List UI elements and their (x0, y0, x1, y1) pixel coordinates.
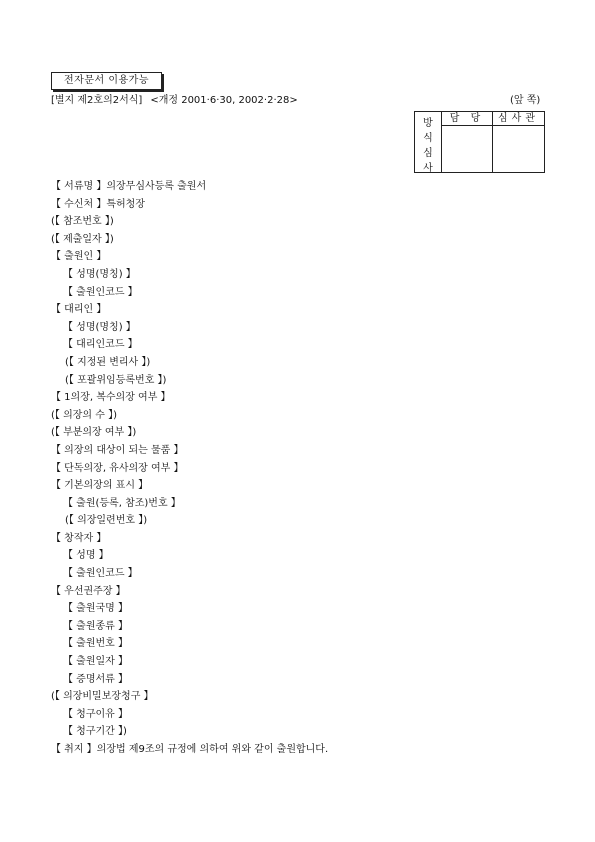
field-priority-type: 【 출원종류 】 (63, 620, 128, 632)
field-creator-name: 【 성명 】 (63, 550, 109, 562)
field-number-of-designs: (【 의장의 수 】) (51, 409, 117, 421)
field-agent-name: 【 성명(명칭) 】 (63, 321, 136, 333)
approval-side-label (415, 112, 442, 172)
field-recipient: 【 수신처 】특허청장 (51, 198, 145, 210)
field-purport: 【 취지 】의장법 제9조의 규정에 의하여 위와 같이 출원합니다. (51, 744, 329, 755)
field-document-name: 【 서류명 】의장무심사등록 출원서 (51, 181, 207, 192)
field-basic-design-number: 【 출원(등록, 참조)번호 】 (63, 497, 181, 509)
field-creator: 【 창작자 】 (51, 532, 107, 544)
field-agent-code: 【 대리인코드 】 (63, 339, 138, 351)
field-design-serial: (【 의장일련번호 】) (65, 515, 148, 527)
field-reference-number: (【 참조번호 】) (51, 216, 114, 228)
approval-column-examiner (493, 112, 544, 172)
approval-side-char: 식 (423, 133, 433, 144)
form-fields (51, 178, 328, 759)
field-independent-similar: 【 단독의장, 유사의장 여부 】 (51, 462, 184, 474)
electronic-document-banner: 전자문서 이용가능 (51, 72, 162, 90)
field-single-multiple-design: 【 1의장, 복수의장 여부 】 (51, 392, 171, 404)
approval-side-char: 사 (423, 163, 433, 174)
field-priority-documents: 【 증명서류 】 (63, 673, 128, 685)
field-applicant-name: 【 성명(명칭) 】 (63, 268, 136, 280)
field-priority-number: 【 출원번호 】 (63, 638, 128, 650)
field-priority-date: 【 출원일자 】 (63, 656, 128, 668)
field-creator-code: 【 출원인코드 】 (63, 568, 138, 580)
field-submission-date: (【 제출일자 】) (51, 233, 114, 245)
field-basic-design: 【 기본의장의 표시 】 (51, 480, 149, 492)
revision-note: <개정 2001·6·30, 2002·2·28> (150, 95, 298, 106)
approval-side-char: 심 (423, 148, 433, 159)
field-applicant-code: 【 출원인코드 】 (63, 286, 138, 298)
field-secrecy-period: 【 청구기간 】) (63, 726, 127, 738)
field-applicant: 【 출원인 】 (51, 251, 107, 263)
field-secrecy-reason: 【 청구이유 】 (63, 708, 128, 720)
field-secrecy-request: (【 의장비밀보장청구 】 (51, 691, 154, 703)
field-general-power-number: (【 포괄위임등록번호 】) (65, 374, 167, 386)
field-partial-design: (【 부분의장 여부 】) (51, 427, 137, 439)
form-number-line (51, 95, 298, 107)
form-number: [별지 제2호의2서식] (51, 95, 143, 106)
field-article: 【 의장의 대상이 되는 물품 】 (51, 444, 184, 456)
approval-column-officer (442, 112, 493, 172)
field-designated-attorney: (【 지정된 변리사 】) (65, 356, 151, 368)
field-priority-country: 【 출원국명 】 (63, 603, 128, 615)
field-priority-claim: 【 우선권주장 】 (51, 585, 126, 597)
approval-header-examiner: 심사관 (493, 112, 544, 126)
approval-header-officer: 담 당 (442, 112, 492, 126)
field-agent: 【 대리인 】 (51, 304, 107, 316)
front-side-label: (앞 쪽) (510, 95, 541, 106)
approval-side-char: 방 (423, 118, 433, 129)
approval-box (414, 111, 545, 173)
